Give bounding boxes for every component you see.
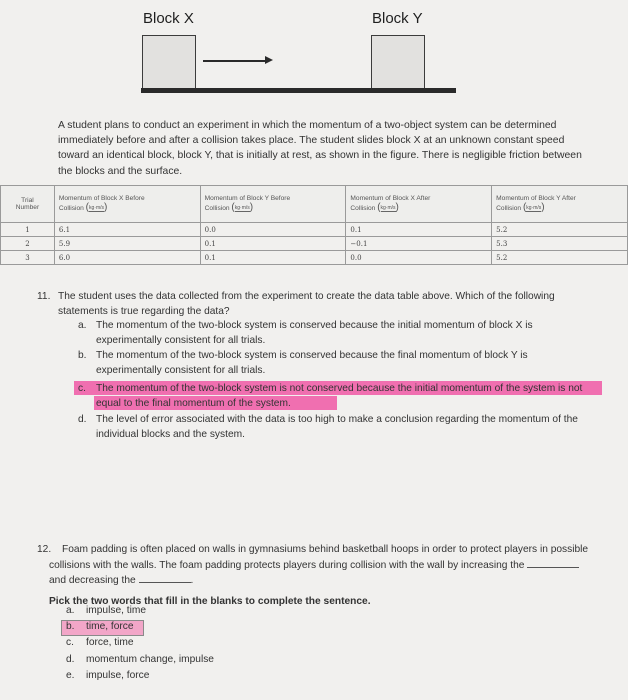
q12-option-e-letter: e. (66, 670, 75, 681)
q11-number: 11. (37, 291, 51, 302)
header-y-before: Momentum of Block Y Before Collision (kg·m/s) (200, 186, 346, 223)
table-row (1, 237, 628, 251)
block-x (142, 35, 196, 89)
table-cell: 0.1 (200, 251, 346, 265)
block-y (371, 35, 425, 89)
table-cell: 0.1 (346, 223, 492, 237)
q12-instruction: Pick the two words that fill in the blanks to complete the sentence. (49, 596, 371, 607)
table-cell: 0.0 (346, 251, 492, 265)
table-cell: 5.2 (492, 251, 628, 265)
q12-blank-2[interactable] (139, 573, 191, 583)
header-x-before: Momentum of Block X Before Collision (kg·m/s) (54, 186, 200, 223)
q11-option-c-letter: c. (78, 383, 86, 394)
table-row (1, 251, 628, 265)
q11-option-a-letter: a. (78, 320, 87, 331)
q12-option-c-letter: c. (66, 637, 74, 648)
q12-blank-1[interactable] (527, 558, 579, 568)
q12-option-e[interactable]: impulse, force (86, 670, 150, 681)
table-cell: 0.0 (200, 223, 346, 237)
header-x-after: Momentum of Block X After Collision (kg·m/s) (346, 186, 492, 223)
header-y-after: Momentum of Block Y After Collision (kg·m/s) (492, 186, 628, 223)
table-cell: 1 (1, 223, 55, 237)
intro-paragraph: A student plans to conduct an experiment in which the momentum of a two-object system can be determined immediately before and after a collision takes place. The student slides block X at an unknown constant speed toward an identical block, block Y, that is initially at rest, as shown in the figure. There is negligible friction between the blocks and the surface. (58, 120, 582, 177)
table-cell: 5.3 (492, 237, 628, 251)
block-y-label: Block Y (372, 10, 423, 27)
table-cell: 5.9 (54, 237, 200, 251)
q12-option-d[interactable]: momentum change, impulse (86, 654, 214, 665)
q12-option-b-letter: b. (66, 621, 75, 632)
q11-option-d[interactable]: The level of error associated with the data is too high to make a conclusion regarding the momentum of the individual blocks and the system. (96, 414, 578, 440)
table-cell: 6.0 (54, 251, 200, 265)
q12-stem: Foam padding is often placed on walls in gymnasiums behind basketball hoops in order to protect players in possible collisions with the walls. The foam padding protects players during collision with the wall by increasing the and decreasing the . (49, 544, 589, 586)
velocity-arrow (203, 56, 273, 66)
q12-option-b[interactable]: time, force (86, 621, 134, 632)
block-x-label: Block X (143, 10, 194, 27)
q11-option-b-letter: b. (78, 350, 87, 361)
q11-stem: The student uses the data collected from the experiment to create the data table above. Which of the following statements is true regarding the data? (58, 291, 555, 317)
table-cell: 2 (1, 237, 55, 251)
q12-option-c[interactable]: force, time (86, 637, 134, 648)
q12-number: 12. (37, 544, 52, 555)
q11-option-c[interactable]: The momentum of the two-block system is not conserved because the initial momentum of the system is not equal to the final momentum of the system. (96, 383, 583, 409)
table-row (1, 223, 628, 237)
table-cell: 0.1 (200, 237, 346, 251)
table-cell: 6.1 (54, 223, 200, 237)
q12-option-a-letter: a. (66, 605, 75, 616)
table-cell: −0.1 (346, 237, 492, 251)
header-trial: Trial Number (1, 186, 55, 223)
surface (141, 88, 456, 93)
q11-option-b[interactable]: The momentum of the two-block system is conserved because the final momentum of block Y is experimentally consistent for all trials. (96, 350, 528, 376)
data-table (0, 185, 628, 265)
table-cell: 3 (1, 251, 55, 265)
table-cell: 5.2 (492, 223, 628, 237)
q11-option-a[interactable]: The momentum of the two-block system is conserved because the initial momentum of block X is experimentally consistent for all trials. (96, 320, 533, 346)
q12-option-a[interactable]: impulse, time (86, 605, 147, 616)
q11-option-d-letter: d. (78, 414, 87, 425)
q12-option-d-letter: d. (66, 654, 75, 665)
table-header-row (1, 186, 628, 223)
